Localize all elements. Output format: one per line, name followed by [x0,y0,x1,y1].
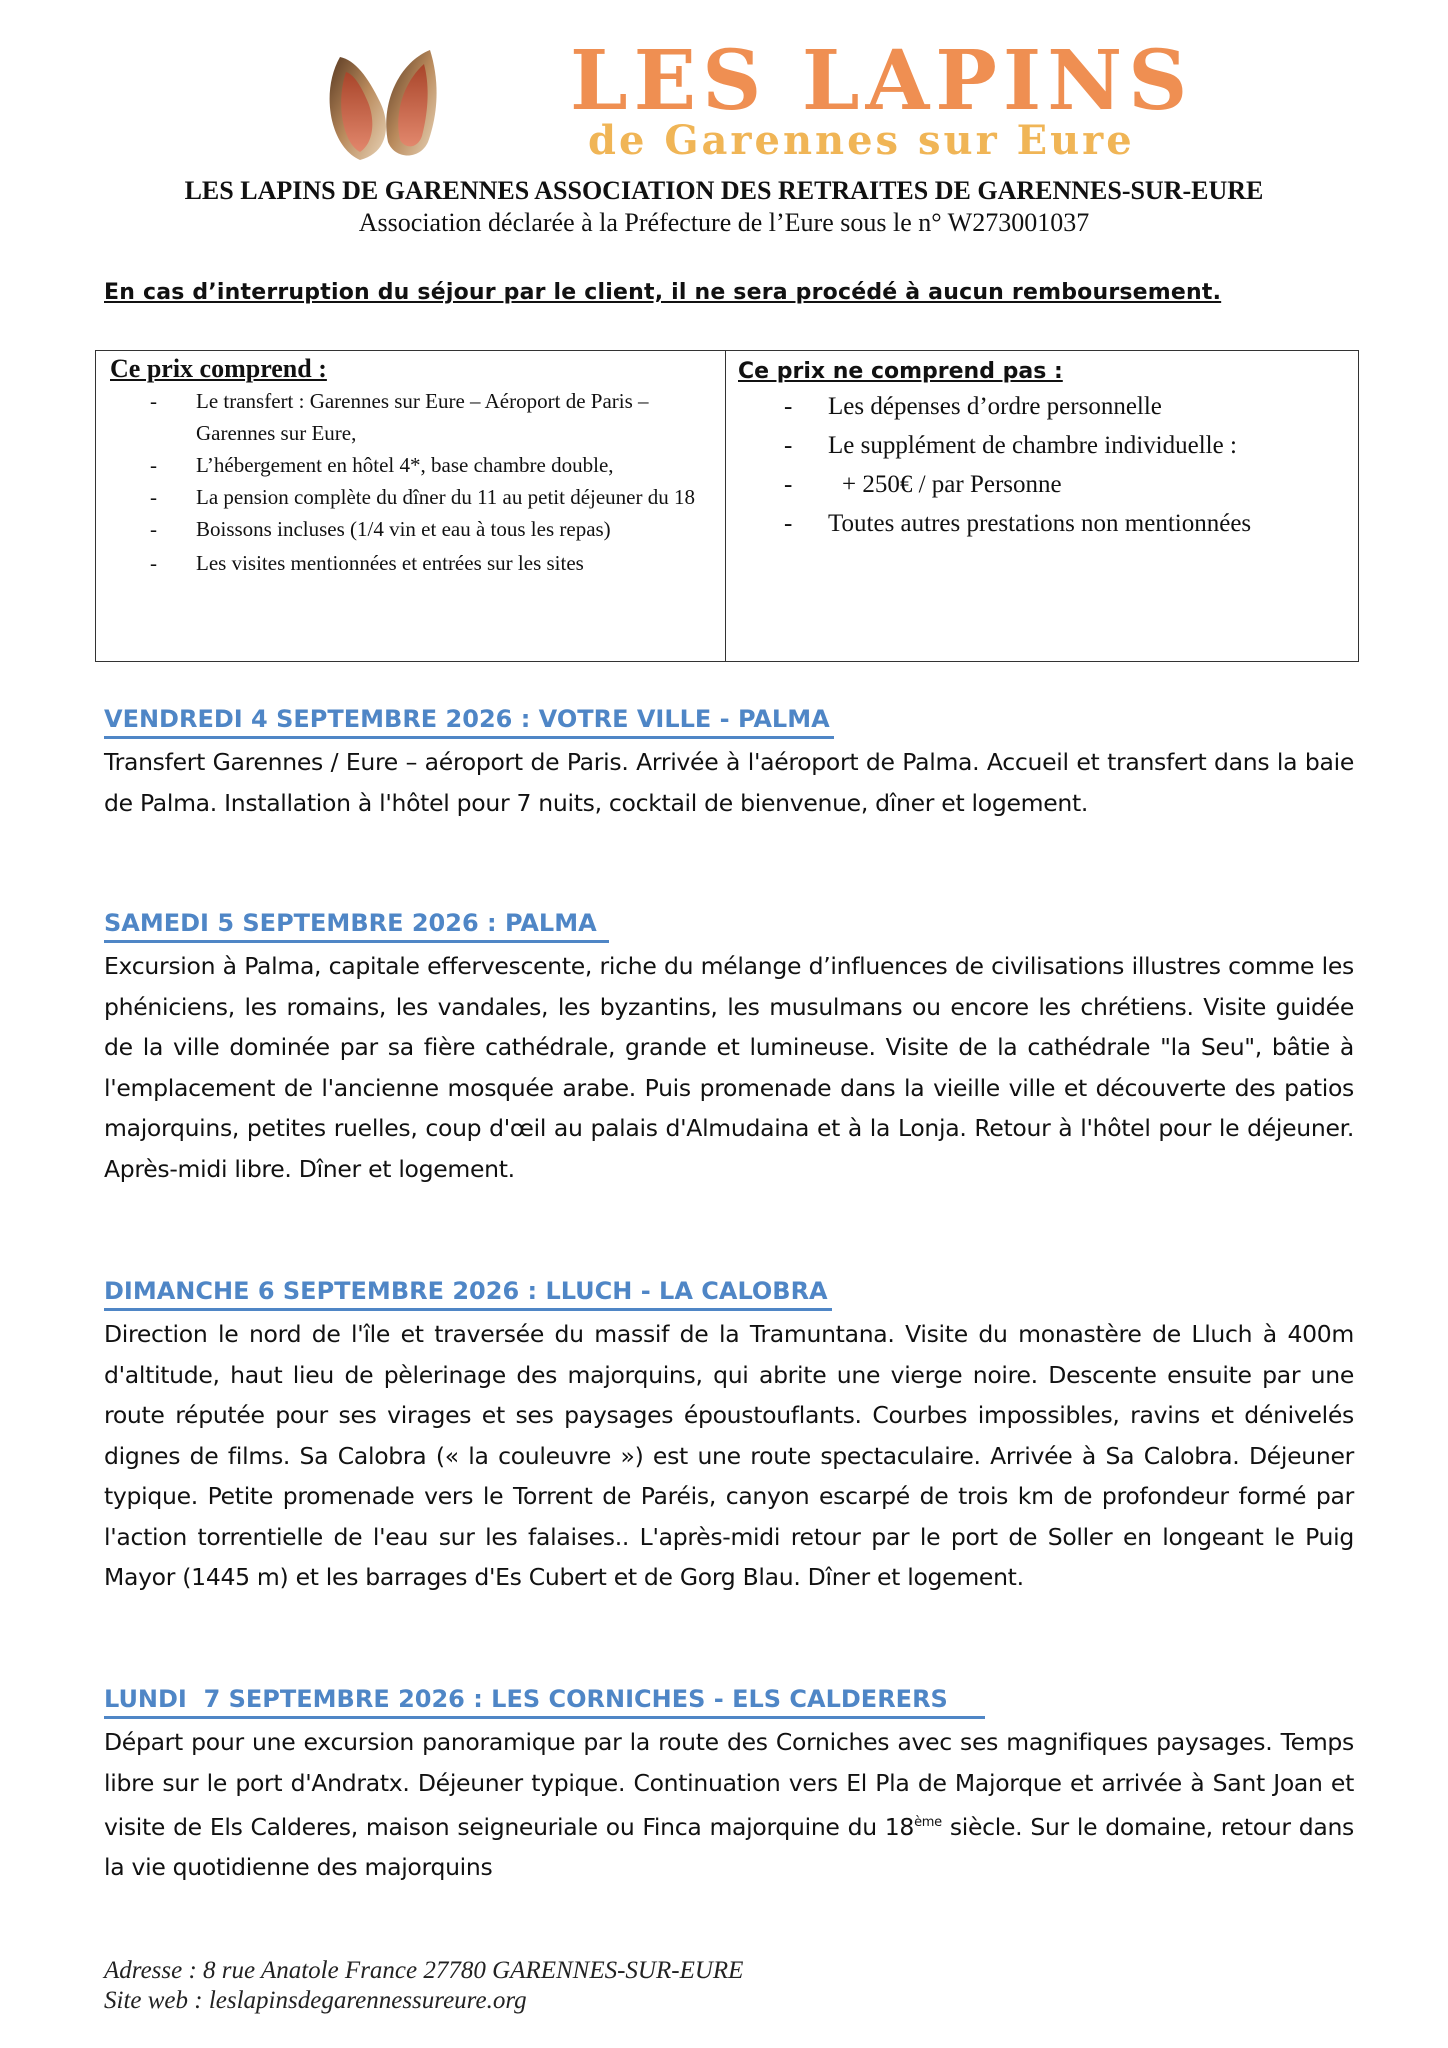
logo-title: LES LAPINS [570,33,1194,129]
refund-warning: En cas d’interruption du séjour par le client, il ne sera procédé à aucun remboursement. [104,280,1222,305]
day-heading: SAMEDI 5 SEPTEMBRE 2026 : PALMA [104,906,609,943]
day-heading: VENDREDI 4 SEPTEMBRE 2026 : VOTRE VILLE - PALMA [104,702,834,739]
list-item: - Boissons incluses (1/4 vin et eau à tous les repas) [150,517,611,541]
day-heading: LUNDI 7 SEPTEMBRE 2026 : LES CORNICHES - ELS CALDERERS [104,1682,985,1719]
includes-list [110,385,725,579]
logo-subtitle: de Garennes sur Eure [588,117,1135,164]
includes-heading: Ce prix comprend : [110,354,327,383]
list-item: - Les visites mentionnées et entrées sur les sites [150,551,584,575]
association-title: LES LAPINS DE GARENNES ASSOCIATION DES RETRAITES DE GARENNES-SUR-EURE [184,176,1264,205]
list-item: - Le transfert : Garennes sur Eure – Aéroport de Paris – Garennes sur Eure, [150,389,649,445]
association-registration: Association déclarée à la Préfecture de l’Eure sous le n° W273001037 [358,208,1090,237]
excludes-heading: Ce prix ne comprend pas : [738,359,1063,384]
price-excludes [726,351,1358,661]
rabbit-ears-icon [320,42,580,162]
list-item: - La pension complète du dîner du 11 au petit déjeuner du 18 [150,485,695,509]
day-description: Départ pour une excursion panoramique par la route des Corniches avec ses magnifiques paysages. Temps libre sur le port d'Andratx. Déjeuner typique. Continuation vers El Pla de Majorque et arrivée à Sant Joan et visite de Els Calderes, maison seigneuriale ou Finca majorquine du 18ème siècle. Sur le domaine, retour dans la vie quotidienne des majorquins [104,1728,1354,1882]
list-item: - L’hébergement en hôtel 4*, base chambre double, [150,453,614,477]
itinerary-day [104,702,1354,823]
day-description: Transfert Garennes / Eure – aéroport de Paris. Arrivée à l'aéroport de Palma. Accueil et transfert dans la baie de Palma. Installation à l'hôtel pour 7 nuits, cocktail de bienvenue, dîner et logement. [104,748,1354,817]
itinerary-day [104,1274,1354,1598]
day-description: Excursion à Palma, capitale effervescente, riche du mélange d’influences de civilisations illustres comme les phéniciens, les romains, les vandales, les byzantins, les musulmans ou encore les chrétiens. Visite guidée de la ville dominée par sa fière cathédrale, grande et lumineuse. Visite de la cathédrale "la Seu", bâtie à l'emplacement de l'ancienne mosquée arabe. Puis promenade dans la vieille ville et découverte des patios majorquins, petites ruelles, coup d'œil au palais d'Almudaina et à la Lonja. Retour à l'hôtel pour le déjeuner. Après-midi libre. Dîner et logement. [104,952,1354,1183]
list-item: - Les dépenses d’ordre personnelle [784,393,1162,420]
day-description: Direction le nord de l'île et traversée du massif de la Tramuntana. Visite du monastère de Lluch à 400m d'altitude, haut lieu de pèlerinage des majorquins, qui abrite une vierge noire. Descente ensuite par une route réputée pour ses virages et ses paysages époustouflants. Courbes impossibles, ravins et dénivelés dignes de films. Sa Calobra (« la couleuvre ») est une route spectaculaire. Arrivée à Sa Calobra. Déjeuner typique. Petite promenade vers le Torrent de Paréis, canyon escarpé de trois km de profondeur formé par l'action torrentielle de l'eau sur les falaises.. L'après-midi retour par le port de Soller en longeant le Puig Mayor (1445 m) et les barrages d'Es Cubert et de Gorg Blau. Dîner et logement. [104,1320,1354,1591]
footer-address: Adresse : 8 rue Anatole France 27780 GARENNES-SUR-EURE [104,1957,744,1984]
logo [320,30,1200,164]
list-item: - + 250€ / par Personne [784,471,1062,498]
itinerary-day [104,1682,1354,1888]
excludes-list [738,387,1358,543]
price-table [95,350,1359,662]
list-item: - Toutes autres prestations non mentionnées [784,510,1252,537]
footer-website: Site web : leslapinsdegarennessureure.org [104,1987,527,2014]
itinerary-day [104,906,1354,1189]
price-includes [96,351,726,661]
day-heading: DIMANCHE 6 SEPTEMBRE 2026 : LLUCH - LA CALOBRA [104,1274,832,1311]
footer [104,1956,743,2016]
list-item: - Le supplément de chambre individuelle : [784,432,1237,459]
